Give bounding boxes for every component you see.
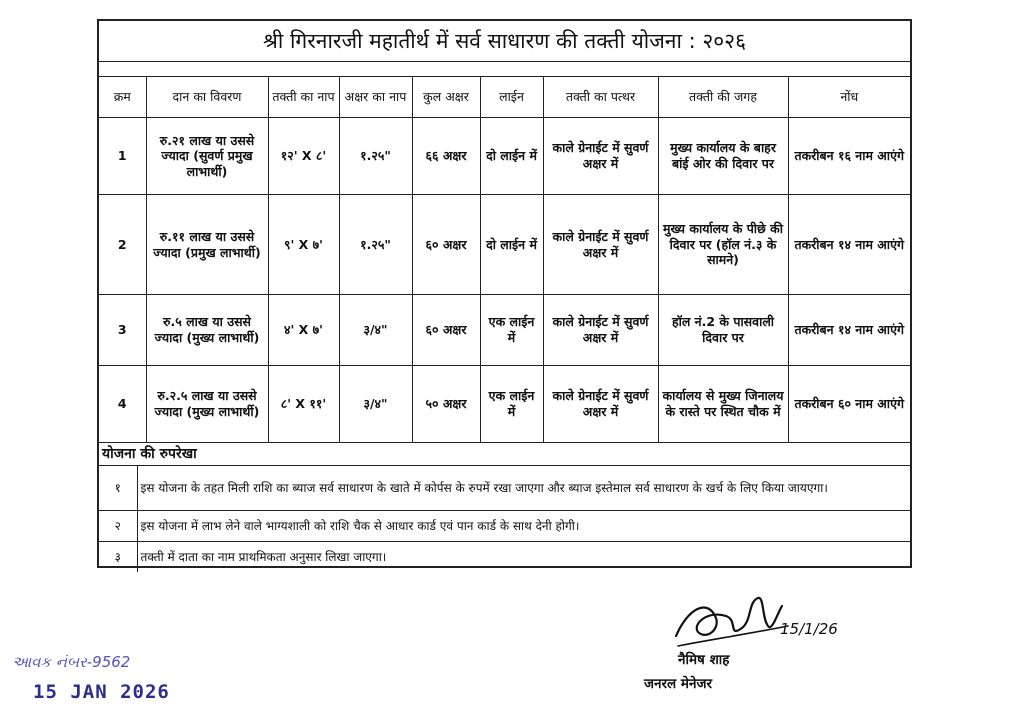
table-row xyxy=(99,118,910,195)
donation-detail: रु.११ लाख या उससे ज्यादा (प्रमुख लाभार्थी) xyxy=(146,195,268,295)
donation-detail: रु.५ लाख या उससे ज्यादा (मुख्य लाभार्थी) xyxy=(146,295,268,366)
total-letters: ६० अक्षर xyxy=(412,295,480,366)
header-cell: तक्ती की जगह xyxy=(658,77,788,118)
signature-date: 15/1/26 xyxy=(780,620,838,638)
header-cell: नोंध xyxy=(788,77,910,118)
outline-list xyxy=(99,466,910,572)
plaque-location: कार्यालय से मुख्य जिनालय के रास्ते पर स्थित चौक में xyxy=(658,366,788,443)
lines: दो लाईन में xyxy=(480,195,543,295)
donation-detail: रु.२१ लाख या उससे ज्यादा (सुवर्ण प्रमुख लाभार्थी) xyxy=(146,118,268,195)
plaque-size: १२' X ८' xyxy=(268,118,339,195)
header-cell: अक्षर का नाप xyxy=(339,77,412,118)
signatory-role: जनरल मेनेजर xyxy=(644,676,712,692)
total-letters: ६६ अक्षर xyxy=(412,118,480,195)
row-number: 4 xyxy=(99,366,146,443)
item-number: १ xyxy=(99,466,137,511)
letter-size: ३/४" xyxy=(339,295,412,366)
plaque-size: ८' X ११' xyxy=(268,366,339,443)
header-cell: क्रम xyxy=(99,77,146,118)
signatory-name: नैमिष शाह xyxy=(678,652,730,668)
inward-number: આવક નંબર-9562 xyxy=(12,653,131,671)
note: तकरीबन १४ नाम आएंगे xyxy=(788,195,910,295)
total-letters: ५० अक्षर xyxy=(412,366,480,443)
plaque-scheme-table xyxy=(99,77,910,443)
plaque-stone: काले ग्रेनाईट में सुवर्ण अक्षर में xyxy=(543,366,658,443)
plaque-size: ४' X ७' xyxy=(268,295,339,366)
total-letters: ६० अक्षर xyxy=(412,195,480,295)
donation-detail: रु.२.५ लाख या उससे ज्यादा (मुख्य लाभार्थी) xyxy=(146,366,268,443)
document-title: श्री गिरनारजी महातीर्थ में सर्व साधारण की तक्ती योजना : २०२६ xyxy=(99,21,910,62)
row-number: 2 xyxy=(99,195,146,295)
plaque-size: ९' X ७' xyxy=(268,195,339,295)
table-row xyxy=(99,366,910,443)
letter-size: १.२५" xyxy=(339,118,412,195)
note: तकरीबन १६ नाम आएंगे xyxy=(788,118,910,195)
header-cell: तक्ती का पत्थर xyxy=(543,77,658,118)
header-cell: दान का विवरण xyxy=(146,77,268,118)
spacer-row xyxy=(99,62,910,77)
item-text: इस योजना में लाभ लेने वाले भाग्यशाली को राशि चैक से आधार कार्ड एवं पान कार्ड के साथ देनी होगी। xyxy=(137,511,910,542)
letter-size: ३/४" xyxy=(339,366,412,443)
header-cell: लाईन xyxy=(480,77,543,118)
list-item xyxy=(99,511,910,542)
note: तकरीबन ६० नाम आएंगे xyxy=(788,366,910,443)
header-cell: तक्ती का नाप xyxy=(268,77,339,118)
letter-size: १.२५" xyxy=(339,195,412,295)
plaque-stone: काले ग्रेनाईट में सुवर्ण अक्षर में xyxy=(543,195,658,295)
document-sheet xyxy=(97,19,912,568)
outline-heading: योजना की रुपरेखा xyxy=(99,443,910,466)
header-cell: कुल अक्षर xyxy=(412,77,480,118)
table-row xyxy=(99,195,910,295)
received-date-stamp: 15 JAN 2026 xyxy=(33,681,170,703)
table-row xyxy=(99,295,910,366)
list-item xyxy=(99,466,910,511)
table-header-row xyxy=(99,77,910,118)
item-text: तक्ती में दाता का नाम प्राथमिकता अनुसार लिखा जाएगा। xyxy=(137,542,910,573)
lines: एक लाईन में xyxy=(480,366,543,443)
row-number: 1 xyxy=(99,118,146,195)
plaque-stone: काले ग्रेनाईट में सुवर्ण अक्षर में xyxy=(543,295,658,366)
plaque-location: मुख्य कार्यालय के पीछे की दिवार पर (हॉल नं.३ के सामने) xyxy=(658,195,788,295)
row-number: 3 xyxy=(99,295,146,366)
item-text: इस योजना के तहत मिली राशि का ब्याज सर्व साधारण के खाते में कोर्पस के रुपमें रखा जाएगा और ब्याज इस्तेमाल सर्व साधारण के खर्च के लिए किया जायएगा। xyxy=(137,466,910,511)
plaque-location: हॉल नं.2 के पासवाली दिवार पर xyxy=(658,295,788,366)
plaque-stone: काले ग्रेनाईट में सुवर्ण अक्षर में xyxy=(543,118,658,195)
note: तकरीबन १४ नाम आएंगे xyxy=(788,295,910,366)
lines: एक लाईन में xyxy=(480,295,543,366)
list-item xyxy=(99,542,910,573)
item-number: ३ xyxy=(99,542,137,573)
item-number: २ xyxy=(99,511,137,542)
plaque-location: मुख्य कार्यालय के बाहर बांई ओर की दिवार पर xyxy=(658,118,788,195)
lines: दो लाईन में xyxy=(480,118,543,195)
